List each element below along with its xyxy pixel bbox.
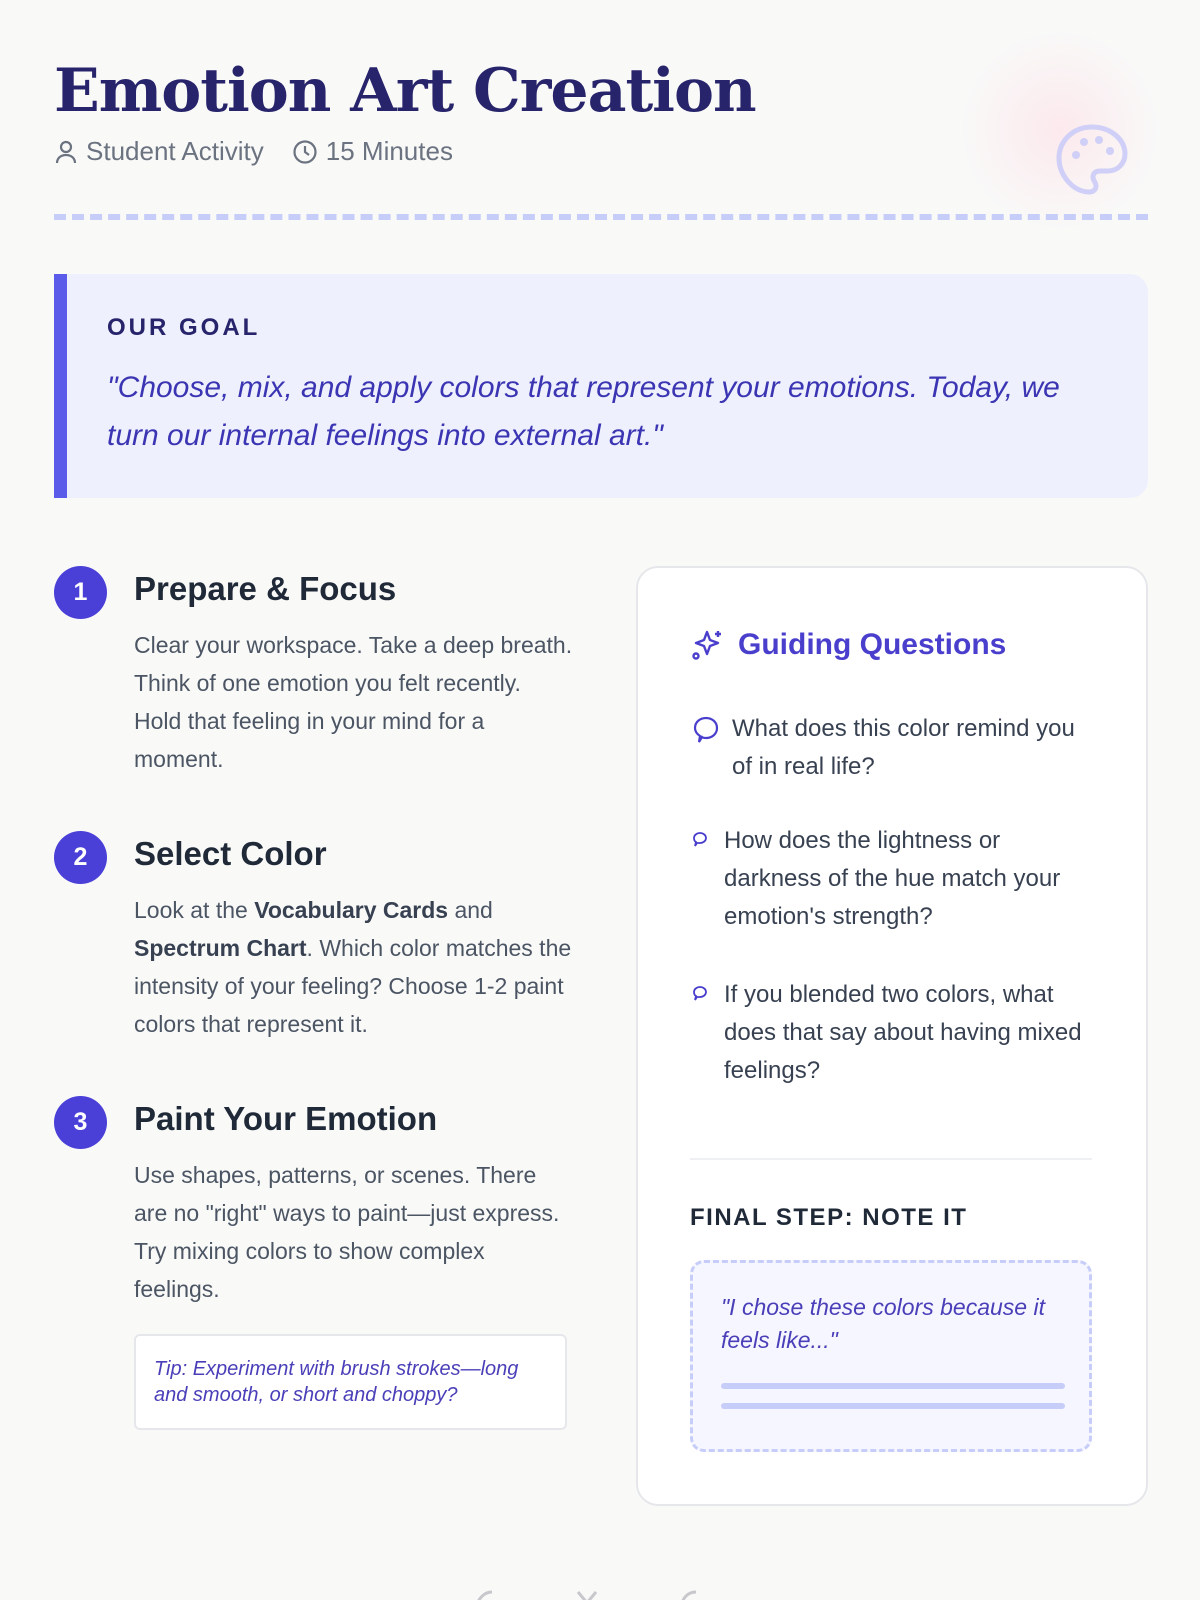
page-title: Emotion Art Creation bbox=[54, 56, 756, 126]
goal-text: "Choose, mix, and apply colors that represent your emotions. Today, we turn our internal feelings into external art." bbox=[107, 371, 1060, 452]
card-title bbox=[690, 628, 1006, 662]
question-text: What does this color remind you of in real life? bbox=[732, 715, 1075, 780]
write-line bbox=[721, 1403, 1065, 1409]
step-body-text: . Which color matches the intensity of your feeling? Choose 1-2 paint colors that represent it. bbox=[134, 935, 572, 1037]
meta-audience-label: Student Activity bbox=[86, 136, 264, 166]
user-icon bbox=[54, 139, 78, 165]
question-item bbox=[690, 710, 1100, 786]
sparkles-icon bbox=[690, 628, 724, 662]
speech-bubble-icon bbox=[690, 976, 724, 1014]
question-item bbox=[690, 822, 1100, 936]
step-number: 2 bbox=[54, 831, 107, 884]
question-text: How does the lightness or darkness of the hue match your emotion's strength? bbox=[724, 827, 1061, 930]
guiding-questions-card bbox=[636, 566, 1148, 1506]
activity-meta bbox=[54, 136, 1148, 167]
step-number: 3 bbox=[54, 1096, 107, 1149]
step-body-text: Look at the bbox=[134, 897, 255, 923]
header-divider bbox=[54, 214, 1148, 220]
tip-box: Tip: Experiment with brush strokes—long and smooth, or short and choppy? bbox=[134, 1334, 567, 1430]
meta-duration bbox=[292, 136, 453, 167]
note-prompt: "I chose these colors because it feels like..." bbox=[721, 1294, 1045, 1353]
meta-duration-label: 15 Minutes bbox=[325, 136, 453, 166]
card-divider bbox=[690, 1158, 1092, 1160]
question-text: If you blended two colors, what does that say about having mixed feelings? bbox=[724, 981, 1082, 1084]
step-body: Use shapes, patterns, or scenes. There are no "right" ways to paint—just express. Try mixing colors to show complex feelings. bbox=[134, 1162, 560, 1302]
step-body-text: and bbox=[448, 897, 493, 923]
step-body: Clear your workspace. Take a deep breath. Think of one emotion you felt recently. Hold that feeling in your mind for a moment. bbox=[134, 632, 573, 772]
step-title: Prepare & Focus bbox=[134, 570, 397, 607]
step-title: Select Color bbox=[134, 835, 327, 872]
page-header bbox=[54, 56, 1148, 167]
question-item bbox=[690, 976, 1100, 1090]
brush-icon bbox=[470, 1588, 510, 1600]
speech-bubble-icon bbox=[690, 710, 732, 748]
step-title: Paint Your Emotion bbox=[134, 1100, 438, 1137]
palette-icon bbox=[1054, 122, 1130, 198]
meta-audience bbox=[54, 136, 264, 167]
write-line bbox=[721, 1383, 1065, 1389]
spectrum-chart-term: Spectrum Chart bbox=[134, 935, 307, 961]
note-box[interactable] bbox=[690, 1260, 1092, 1452]
footer-decoration bbox=[470, 1588, 770, 1600]
step-number: 1 bbox=[54, 566, 107, 619]
step-body bbox=[134, 891, 574, 1043]
paint-drop-icon bbox=[670, 1588, 710, 1600]
speech-bubble-icon bbox=[690, 822, 724, 860]
goal-callout bbox=[54, 274, 1148, 498]
scissors-icon bbox=[570, 1588, 610, 1600]
goal-label: OUR GOAL bbox=[107, 314, 261, 341]
clock-icon bbox=[292, 139, 318, 165]
vocabulary-cards-term: Vocabulary Cards bbox=[254, 897, 449, 923]
card-title-label: Guiding Questions bbox=[738, 628, 1007, 661]
final-step-label: FINAL STEP: NOTE IT bbox=[690, 1204, 968, 1231]
